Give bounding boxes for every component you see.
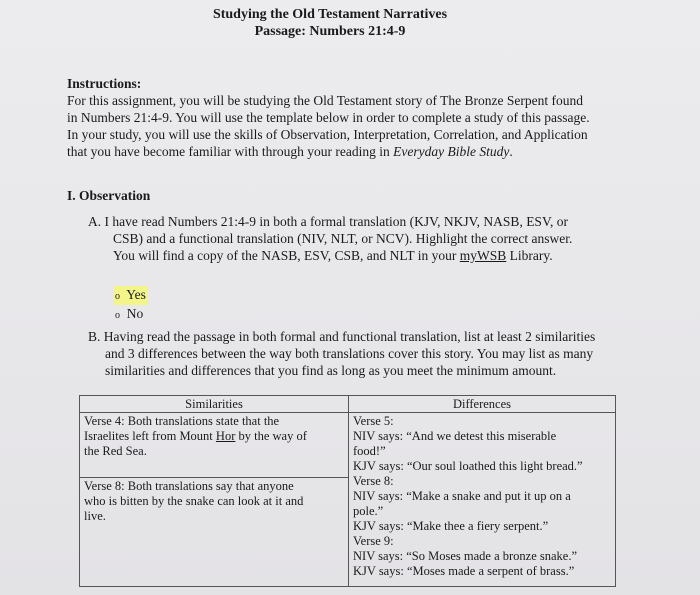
- cell-text: by the way of: [235, 429, 307, 443]
- instructions-line: For this assignment, you will be studying the Old Testament story of The Bronze Serpent found: [67, 93, 583, 108]
- differences-cell: [349, 413, 616, 587]
- cell-line: KJV says: “Our soul loathed this light bread.”: [353, 459, 583, 473]
- option-label: No: [126, 306, 144, 321]
- passage-reference: Passage: Numbers 21:4-9: [254, 24, 406, 39]
- question-a-text: You will find a copy of the NASB, ESV, CSB, and NLT in your: [113, 248, 460, 263]
- question-a-line: CSB) and a functional translation (NIV, NLT, or NCV). Highlight the correct answer.: [113, 231, 573, 246]
- cell-line: KJV says: “Make thee a fiery serpent.”: [353, 519, 549, 533]
- answer-text: [113, 305, 145, 324]
- answer-options: [113, 286, 148, 324]
- instructions-line: In your study, you will use the skills of Observation, Interpretation, Correlation, and Application: [67, 127, 588, 142]
- cell-line: Verse 4: Both translations state that the: [84, 414, 280, 428]
- cell-line: live.: [84, 509, 106, 523]
- similarity-cell: [80, 478, 349, 587]
- cell-line: NIV says: “Make a snake and put it up on a: [353, 489, 571, 503]
- cell-line: [84, 429, 344, 444]
- mywsb-link[interactable]: myWSB: [459, 248, 507, 263]
- instructions-block: [67, 75, 627, 160]
- cell-line: NIV says: “And we detest this miserable: [353, 429, 557, 443]
- question-b: [88, 328, 628, 379]
- option-no[interactable]: [113, 305, 148, 324]
- option-yes[interactable]: [113, 286, 148, 305]
- question-a-text: Library.: [506, 248, 553, 263]
- question-a: [88, 213, 608, 264]
- table-header-row: [80, 396, 616, 413]
- cell-line: Verse 9:: [353, 534, 394, 548]
- question-a-line: A. I have read Numbers 21:4-9 in both a formal translation (KJV, NKJV, NASB, ESV, or: [88, 214, 568, 229]
- instructions-text: .: [509, 144, 513, 159]
- cell-text: Israelites left from Mount: [84, 429, 216, 443]
- section-heading-observation: I. Observation: [67, 188, 151, 203]
- comparison-table: [79, 395, 616, 587]
- cell-line: pole.”: [353, 504, 384, 518]
- cell-line: food!”: [353, 444, 386, 458]
- bullet-icon: o: [115, 310, 120, 321]
- instructions-line: [67, 143, 627, 160]
- cell-line: Verse 8:: [353, 474, 394, 488]
- cell-line: who is bitten by the snake can look at it and: [84, 494, 304, 508]
- similarities-header: Similarities: [80, 396, 349, 413]
- book-title: Everyday Bible Study: [393, 144, 510, 159]
- cell-line: NIV says: “So Moses made a bronze snake.”: [353, 549, 578, 563]
- question-b-line: B. Having read the passage in both formal and functional translation, list at least 2 similarities: [88, 329, 596, 344]
- differences-header: Differences: [349, 396, 616, 413]
- cell-text: Hor: [215, 429, 236, 443]
- question-b-line: and 3 differences between the way both translations cover this story. You may list as many: [105, 346, 594, 361]
- cell-line: Verse 8: Both translations say that anyone: [84, 479, 294, 493]
- question-b-line: similarities and differences that you find as long as you meet the minimum amount.: [105, 363, 557, 378]
- bullet-icon: o: [115, 291, 120, 302]
- table-row: [80, 413, 616, 478]
- instructions-heading: Instructions:: [67, 76, 142, 91]
- question-a-line: [88, 247, 608, 264]
- highlighted-answer: [113, 286, 148, 305]
- cell-line: the Red Sea.: [84, 444, 147, 458]
- instructions-text: that you have become familiar with through your reading in: [67, 144, 394, 159]
- instructions-line: in Numbers 21:4-9. You will use the template below in order to complete a study of this passage.: [67, 110, 590, 125]
- similarity-cell: [80, 413, 349, 478]
- option-label: Yes: [126, 287, 146, 302]
- document-title: Studying the Old Testament Narratives: [212, 7, 448, 22]
- cell-line: Verse 5:: [353, 414, 394, 428]
- cell-line: KJV says: “Moses made a serpent of brass.”: [353, 564, 575, 578]
